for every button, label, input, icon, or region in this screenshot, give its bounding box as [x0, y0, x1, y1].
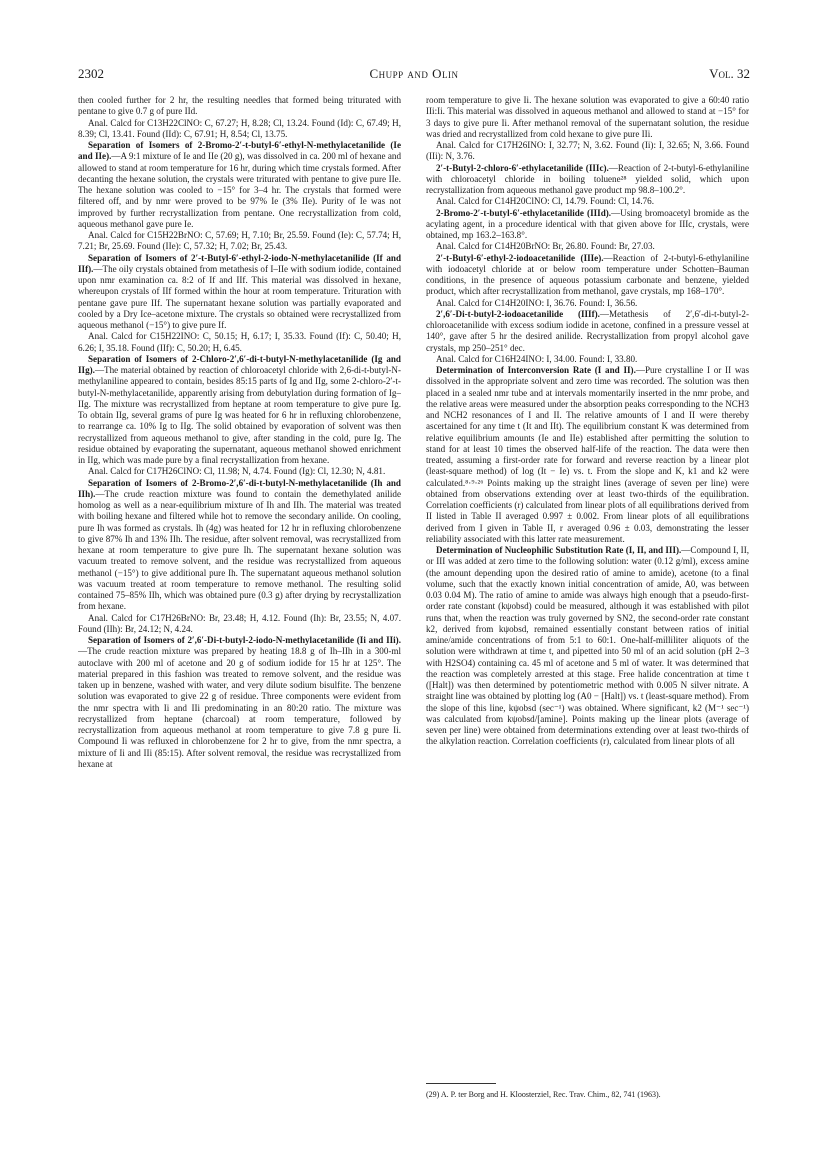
paragraph — [426, 140, 749, 163]
paragraph-text: —Reaction of 2-t-butyl-6-ethylaniline with iodoacetyl chloride at or below room temperature under Schotten–Bauman conditions, in the presence of aqueous potassium carbonate and benzene, yielded product, which after recrystallization from methanol, gave crystals, mp 168–170°. — [426, 252, 749, 297]
paragraph-text: —The material obtained by reaction of chloroacetyl chloride with 2,6-di-t-butyl-N-methylaniline appeared to contain, besides 85:15 parts of Ig and IIg, some 2-chloro-2′-t-butyl-N-methylacetanilide, apparently arising from debutylation during formation of Ig–IIg. The mixture was recrystallized from heptane at room temperature to give pure Ig. To obtain IIg, several grams of pure Ig was heated for 6 hr in refluxing chlorobenzene, to rearrange ca. 10% Ig to IIg. The solid obtained by evaporation of solvent was then recrystallized from aqueous methanol to give, after standing in the cold, pure Ig. The residue obtained by evaporating the supernatant, aqueous methanol showed enrichment in IIg, which was made pure by a final recrystallization from hexane. — [78, 365, 401, 465]
section-heading: 2′-t-Butyl-2-chloro-6′-ethylacetanilide (IIIc). — [436, 162, 609, 173]
footnote-rule — [426, 1083, 496, 1084]
paragraph-text: —Using bromoacetyl bromide as the acylating agent, in a procedure identical with that given above for IIIc, crystals, were obtained, mp 163.2–163.8°. — [426, 207, 749, 240]
paragraph — [78, 466, 401, 477]
volume-label: Vol. 32 — [709, 66, 750, 81]
paragraph-text: Anal. Calcd for C14H20INO: I, 36.76. Found: I, 36.56. — [436, 297, 638, 308]
section-heading: Separation of Isomers of 2-Bromo-2′,6′-di-t-butyl-N-methylacetanilide (Ih and IIh). — [78, 477, 401, 499]
paragraph-text: Anal. Calcd for C16H24INO: I, 34.00. Found: I, 33.80. — [436, 353, 638, 364]
running-title: Chupp and Olin — [369, 66, 459, 81]
paragraph — [78, 478, 401, 613]
section-heading: Separation of Isomers of 2-Chloro-2′,6′-di-t-butyl-N-methylacetanilide (Ig and IIg). — [78, 353, 401, 375]
paragraph — [426, 95, 749, 140]
paragraph — [426, 545, 749, 748]
page-number: 2302 — [78, 66, 104, 81]
paragraph-text: Anal. Calcd for C14H20BrNO: Br, 26.80. Found: Br, 27.03. — [436, 241, 655, 252]
paragraph-text: —Pure crystalline I or II was dissolved in the appropriate solvent and zero time was recorded. The solution was then placed in a sealed nmr tube and at intervals momentarily inserted in the nmr probe, and the relative areas were measured under the absorption peaks corresponding to the NCH3 and NCH2 resonances of I and II. The relative amounts of I and II were thereby ascertained for any time t (It and IIt). The equilibrium constant K was determined from relative equilibrium amounts (Ie and IIe) established after permitting the solution to stand for at least 10 times the observed half-life of the reaction. The data were then treated, assuming a first-order rate for forward and reverse reaction by a linear plot (least-square method) of log (It − Ie) vs. t. From the slope and K, k1 and k2 were calculated.⁸·⁹·²⁶ Points making up the straight lines (average of seven per line) were obtained from observations extending over at least two-thirds of the equilibration. Correlation coefficients (r) calculated from linear plots of all equilibrations derived from II listed in Table II averaged 0.997 ± 0.002. From linear plots of all equilibrations derived from I given in Table II, r averaged 0.96 ± 0.03, demonstrating the lesser reliability associated with this latter rate measurement. — [426, 365, 749, 544]
paragraph — [426, 365, 749, 545]
paragraph-text: Anal. Calcd for C17H26ClNO: Cl, 11.98; N, 4.74. Found (Ig): Cl, 12.30; N, 4.81. — [88, 466, 386, 477]
paragraph-text: Anal. Calcd for C17H26INO: I, 32.77; N, 3.62. Found (Ii): I, 32.65; N, 3.66. Found (IIi): N, 3.76. — [426, 140, 749, 162]
paragraph-text: —A 9:1 mixture of Ie and IIe (20 g), was dissolved in ca. 200 ml of hexane and allowed to stand at room temperature for 16 hr, during which time crystals formed. After decanting the hexane solution, the crystals were triturated with pentane to give pure IIe. The hexane solution was cooled to −15° for 3–4 hr. The crystals that formed were filtered off, and by nmr were proved to be 97% Ie (3% IIe). Purity of Ie was not improved by further recrystallization from pentane. One recrystallization from cold, aqueous methanol gave pure Ie. — [78, 151, 401, 229]
section-heading: 2′-t-Butyl-6′-ethyl-2-iodoacetanilide (IIIe). — [436, 252, 604, 263]
section-heading: Determination of Interconversion Rate (I and II). — [436, 365, 636, 375]
paragraph-text: Anal. Calcd for C15H22INO: C, 50.15; H, 6.17; I, 35.33. Found (If): C, 50.40; H, 6.26; I, 35.18. Found (IIf): C, 50.20; H, 6.45. — [78, 331, 401, 353]
paragraph — [78, 253, 401, 332]
paragraph-text: —Compound I, II, or III was added at zero time to the following solution: water (0.12 g/ml), excess amine (the amount depending upon the desired ratio of amine to amide), acetone (to a final volume, such that the exactly known initial concentration of amide, A0, was between 0.03 0.04 M). The ratio of amine to amide was always high enough that a pseudo-first-order rate constant (kψobsd) could be measured, although it was established with pilot runs that, when the reaction was truly governed by SN2, the second-order rate constant k2, derived from kψobsd, remained essentially constant between ratios of initial amine/amide concentrations of from 5:1 to 60:1. One-half-milliliter aliquots of the solution were withdrawn at time t, and pipetted into 50 ml of an acid solution (pH 2–3 with H2SO4) containing ca. 45 ml of acetone and 5 ml of water. It was determined that the reaction was completely arrested at this stage. Free halide concentration at time t ([Halt]) was then determined by potentiometric method with 0.005 N silver nitrate. A straight line was obtained by plotting log (A0 − [Halt]) vs. t (least-square method). From the slope of this line, kψobsd (sec⁻¹) was obtained. Where significant, k2 (M⁻¹ sec⁻¹) was calculated from kψobsd/[amine]. Points making up the linear plots (average of seven per line) were obtained from determinations extending over at least two-thirds of the alkylation reaction. Correlation coefficients (r), calculated from linear plots of all — [426, 545, 749, 747]
paragraph-text: —Metathesis of 2′,6′-di-t-butyl-2-chloroacetanilide with excess sodium iodide in acetone, confined in a pressure vessel at 140°, gave after 5 hr the desired anilide. Recrystallization from propyl alcohol gave crystals, mp 250–251° dec. — [426, 308, 749, 353]
paragraph — [78, 95, 401, 118]
paragraph — [426, 354, 749, 365]
section-heading: Determination of Nucleophilic Substitution Rate (I, II, and III). — [436, 545, 682, 555]
footnote: (29) A. P. ter Borg and H. Kloosterziel, Rec. Trav. Chim., 82, 741 (1963). — [426, 1090, 661, 1099]
section-heading: Separation of Isomers of 2′-t-Butyl-6′-ethyl-2-iodo-N-methylacetanilide (If and IIf). — [78, 252, 401, 274]
paragraph — [78, 140, 401, 230]
paragraph — [78, 118, 401, 141]
paragraph-text: Anal. Calcd for C15H22BrNO: C, 57.69; H, 7.10; Br, 25.59. Found (Ie): C, 57.74; H, 7.21; Br, 25.69. Found (IIe): C, 57.32; H, 7.02; Br, 25.43. — [78, 230, 401, 252]
paragraph-text: Anal. Calcd for C17H26BrNO: Br, 23.48; H, 4.12. Found (Ih): Br, 23.55; N, 4.07. Found (IIh): Br, 24.12; N, 4.24. — [78, 612, 401, 634]
paragraph — [426, 196, 749, 207]
paragraph-text: Anal. Calcd for C13H22ClNO: C, 67.27; H, 8.28; Cl, 13.24. Found (Id): C, 67.49; H, 8.39; Cl, 13.41. Found (IId): C, 67.91; H, 8.54; Cl, 13.75. — [78, 117, 401, 139]
paragraph — [78, 613, 401, 636]
paragraph — [426, 241, 749, 252]
paragraph-text: —The oily crystals obtained from metathesis of I–IIe with sodium iodide, contained upon nmr examination ca. 8:2 of If and IIf. This material was dissolved in hexane, whereupon crystals of IIf formed within the hour at room temperature. Trituration with pentane gave pure IIf. The supernatant hexane solution was partially evaporated and cooled by a Dry Ice–acetone mixture. The crystals so obtained were recrystallized from aqueous methanol (−15°) to give pure If. — [78, 263, 401, 330]
paragraph — [78, 635, 401, 770]
paragraph — [426, 163, 749, 197]
paragraph — [426, 309, 749, 354]
paragraph-text: —Reaction of 2-t-butyl-6-ethylaniline with chloroacetyl chloride in boiling toluene²⁸ yielded solid, which upon recrystallization from aqueous methanol gave product mp 98.8–100.2°. — [426, 162, 749, 195]
section-heading: 2-Bromo-2′-t-butyl-6′-ethylacetanilide (IIId). — [436, 207, 612, 218]
section-heading: Separation of Isomers of 2′,6′-Di-t-butyl-2-iodo-N-methylacetanilide (Ii and IIi). — [88, 635, 401, 645]
paragraph — [78, 354, 401, 467]
paragraph — [426, 253, 749, 298]
section-heading: Separation of Isomers of 2-Bromo-2′-t-butyl-6′-ethyl-N-methylacetanilide (Ie and IIe). — [78, 140, 401, 162]
right-column — [426, 95, 749, 1105]
left-column — [78, 95, 401, 1105]
paragraph-text: then cooled further for 2 hr, the resulting needles that formed being triturated with pentane to give 0.7 g of pure IId. — [78, 95, 401, 117]
paragraph-text: —The crude reaction mixture was prepared by heating 18.8 g of Ih–IIh in a 300-ml autoclave with 200 ml of acetone and 20 g of sodium iodide for 15 hr at 125°. The material prepared in this fashion was treated to remove solvent, and the residue was taken up in benzene, washed with water, and very dilute sodium bisulfite. The benzene solution was evaporated to give 22 g of residue. Three components were evident from the nmr spectra with Ii and IIi predominating in an 80:20 ratio. The mixture was recrystallized from heptane (charcoal) at room temperature, followed by recrystallization from aqueous methanol at room temperature to give 7.8 g pure Ii. Compound Ii was refluxed in chlorobenzene for 2 hr to give, from the nmr spectra, a mixture of Ii and IIi (85:15). After solvent removal, the residue was recrystallized from hexane at — [78, 646, 401, 769]
paragraph — [426, 208, 749, 242]
paragraph — [78, 331, 401, 354]
paragraph-text: room temperature to give Ii. The hexane solution was evaporated to give a 60:40 ratio IIi:Ii. This material was dissolved in aqueous methanol and allowed to stand at −15° for 3 days to give pure Ii. After methanol removal of the supernatant solution, the residue was dried and recrystallized from cold hexane to give pure IIi. — [426, 95, 749, 139]
paragraph — [78, 230, 401, 253]
paragraph-text: Anal. Calcd for C14H20ClNO: Cl, 14.79. Found: Cl, 14.76. — [436, 196, 654, 207]
paragraph — [426, 298, 749, 309]
section-heading: 2′,6′-Di-t-butyl-2-iodoacetanilide (IIIf). — [436, 308, 600, 319]
running-header — [78, 66, 750, 84]
paragraph-text: —The crude reaction mixture was found to contain the demethylated anilide homolog as well as a near-equilibrium mixture of Ih and IIh. The material was treated with boiling hexane and filtered while hot to remove the secondary anilide. On cooling, pure Ih was formed as crystals. Ih (4g) was heated for 12 hr in refluxing chlorobenzene to give 87% Ih and 13% IIh. The residue, after solvent removal, was recrystallized from hexane at room temperature to give pure Ih. The supernatant hexane solution was vacuum treated to remove solvent, and the residue was recrystallized from aqueous methanol (−15°) to give additional pure Ih. The supernatant aqueous methanol solution was vacuum treated at room temperature to remove methanol. The resulting solid contained 75–85% IIh, which was obtained pure (0.3 g) after drying by recrystallization from hexane. — [78, 488, 401, 612]
